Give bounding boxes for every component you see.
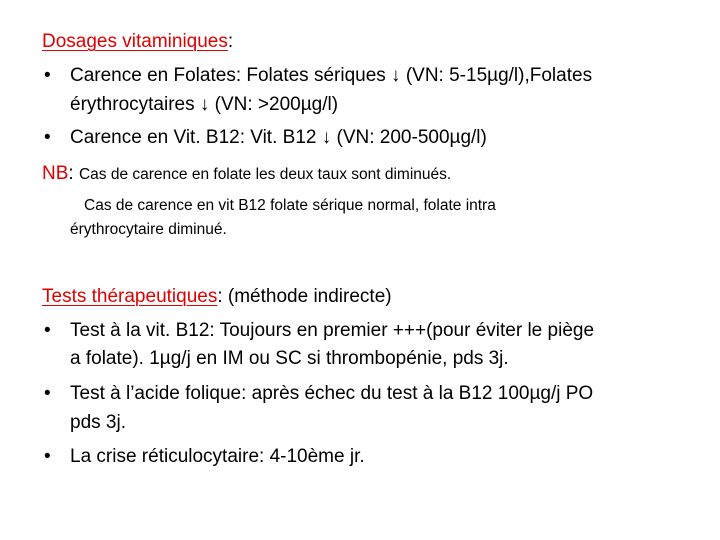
- bullet-icon: •: [44, 65, 51, 86]
- section1-bullet1-line1: Carence en Folates: Folates sériques ↓ (VN: 5-15µg/l),Folates: [70, 65, 593, 86]
- section1-heading-suffix: :: [227, 31, 234, 52]
- section2-bullet2-line1: Test à l’acide folique: après échec du test à la B12 100µg/j PO: [70, 383, 594, 404]
- section1-heading: Dosages vitaminiques: [42, 31, 228, 52]
- nb-line: [42, 162, 451, 186]
- bullet-icon: •: [44, 446, 51, 467]
- bullet-icon: •: [44, 383, 51, 404]
- section2-heading-line: [42, 285, 392, 309]
- nb-text-line2a: Cas de carence en vit B12 folate sérique normal, folate intra: [84, 197, 496, 214]
- section2-heading-suffix: : (méthode indirecte): [217, 286, 392, 307]
- section2-bullet3-line1: La crise réticulocytaire: 4-10ème jr.: [70, 446, 365, 467]
- section1-bullet2-line1: Carence en Vit. B12: Vit. B12 ↓ (VN: 200-500µg/l): [70, 127, 487, 148]
- section1-bullet1-line2: érythrocytaires ↓ (VN: >200µg/l): [70, 94, 339, 115]
- section2-bullet2-line2: pds 3j.: [70, 412, 126, 433]
- bullet-icon: •: [44, 320, 51, 341]
- section2-bullet1-line1: Test à la vit. B12: Toujours en premier +++(pour éviter le piège: [70, 320, 595, 341]
- nb-suffix: :: [68, 163, 74, 184]
- section2-heading: Tests thérapeutiques: [42, 286, 218, 307]
- nb-text-line1: Cas de carence en folate les deux taux sont diminués.: [78, 166, 452, 183]
- section1-heading-line: [42, 30, 233, 54]
- bullet-icon: •: [44, 127, 51, 148]
- section2-bullet1-line2: a folate). 1µg/j en IM ou SC si thrombopénie, pds 3j.: [70, 348, 509, 369]
- nb-label: NB: [42, 163, 69, 184]
- nb-text-line2b: érythrocytaire diminué.: [70, 221, 227, 238]
